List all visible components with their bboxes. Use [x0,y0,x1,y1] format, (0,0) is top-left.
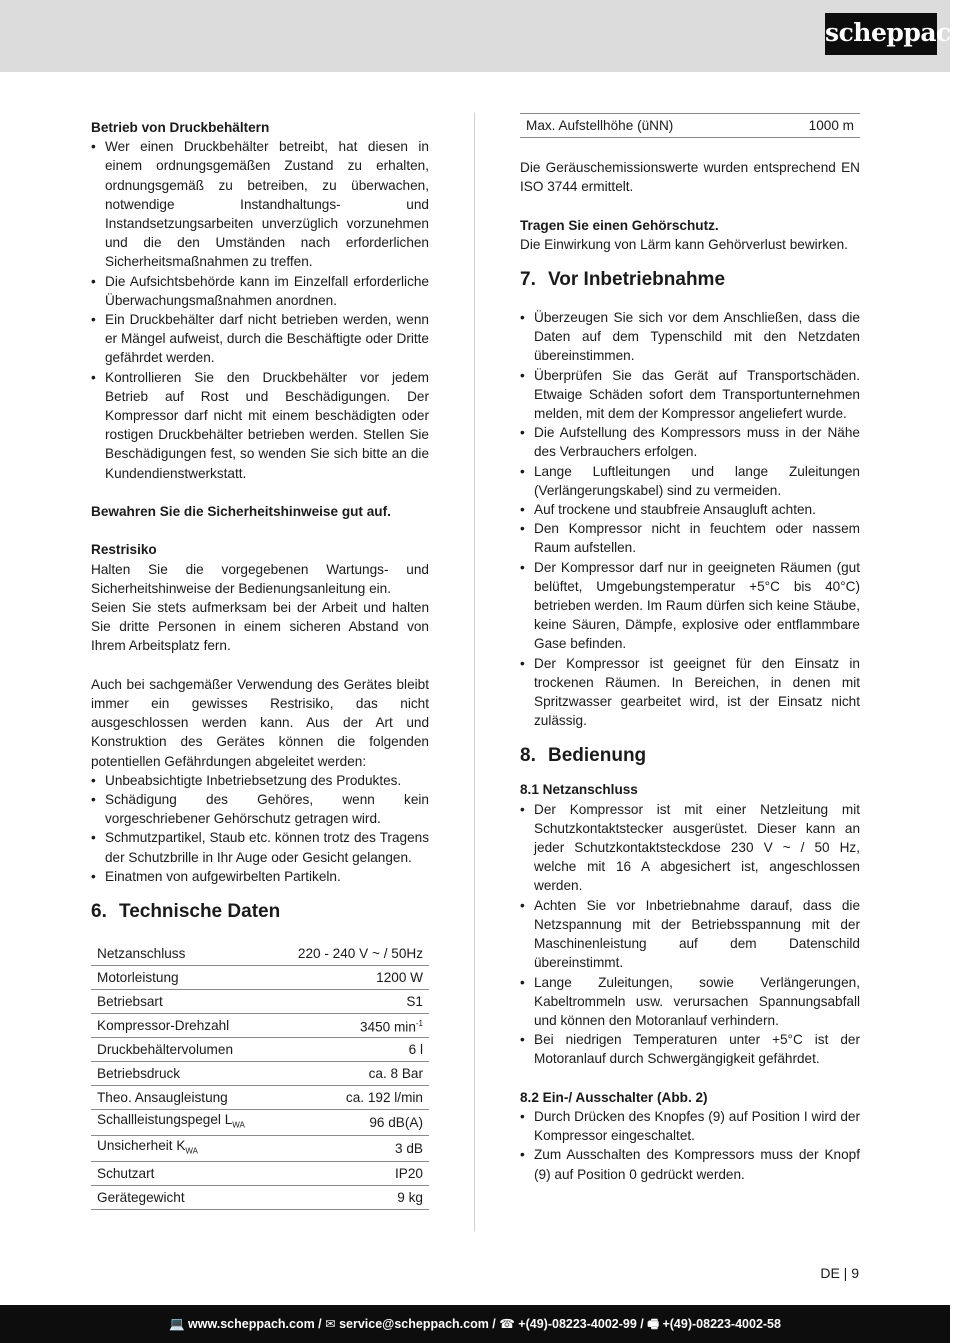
section-6-heading: 6. Technische Daten [91,901,281,923]
restrisiko-title: Restrisiko [91,542,157,558]
list-item: • Bei niedrigen Temperaturen unter +5°C ist der Motoranlauf durch Schwergängigkeit gefährdet. [520,1030,860,1068]
footer-contact-bar: 💻 www.scheppach.com / ✉ service@scheppach.com / ☎ +(49)-08223-4002-99 / 🖷 +(49)-08223-4002-58 [0,1305,950,1343]
restrisiko-text-3: Auch bei sachgemäßer Verwendung des Gerätes bleibt immer ein gewisses Restrisiko, das nicht ausgeschlossen werden kann. Aus der Art und Konstruktion des Gerätes können die folgenden potentiellen Gefährdungen abgeleitet werden: [91,676,429,769]
list-item: • Die Aufstellung des Kompressors muss in der Nähe des Verbrauchers erfolgen. [520,423,860,461]
table-row: Netzanschluss 220 - 240 V ~ / 50Hz [91,942,429,966]
restrisiko-text-2: Seien Sie stets aufmerksam bei der Arbeit und halten Sie dritte Personen in einem sicheren Abstand von Ihrem Arbeitsplatz fern. [91,600,429,654]
table-row: Schutzart IP20 [91,1161,429,1185]
druck-title: Betrieb von Druckbehältern [91,120,270,135]
table-row: Max. Aufstellhöhe (üNN) 1000 m [520,114,860,138]
list-item: • Einatmen von aufgewirbelten Partikeln. [91,867,429,886]
list-item: • Den Kompressor nicht in feuchtem oder nassem Raum aufstellen. [520,519,860,557]
tech-data-table [91,942,429,1210]
list-item: • Wer einen Druckbehälter betreibt, hat diesen in einem ordnungsgemäßen Zustand zu erhalten, ordnungsgemäß zu betreiben, zu überwachen, notwendige Instandhaltungs- und Instandsetzungsarbeiten unverzüglich vorzunehmen und die den Umständen nach erforderlichen Sicherheitsmaßnahmen zu treffen. [91,137,429,271]
list-item: • Lange Zuleitungen, sowie Verlängerungen, Kabeltrommeln usw. verursachen Spannungsabfall und können den Motoranlauf verhindern. [520,973,860,1031]
list-item: • Überprüfen Sie das Gerät auf Transportschäden. Etwaige Schäden sofort dem Transportunternehmen melden, mit dem der Kompressor angeliefert wurde. [520,366,860,424]
section-8-2-title: 8.2 Ein-/ Ausschalter (Abb. 2) [520,1089,708,1105]
restrisiko-list [91,771,429,886]
section-8-heading: 8. Bedienung [520,745,647,767]
list-item: • Ein Druckbehälter darf nicht betrieben werden, wenn er Mängel aufweist, durch die Beschäftigte oder Dritte gefährdet werden. [91,310,429,368]
section-8-1-title: 8.1 Netzanschluss [520,782,638,798]
table-row: Betriebsart S1 [91,990,429,1014]
table-row: Kompressor-Drehzahl 3450 $\min^{-1}$ [91,1014,429,1038]
header-bar [0,0,968,72]
hearing-text: Die Einwirkung von Lärm kann Gehörverlust bewirken. [520,236,848,252]
table-row: Unsicherheit $K_{WA}$ 3 dB [91,1136,429,1162]
list-item: • Die Aufsichtsbehörde kann im Einzelfall erforderliche Überwachungsmaßnahmen anordnen. [91,272,429,310]
list-item: • Der Kompressor ist geeignet für den Einsatz in trockenen Räumen. In Bereichen, in denen mit Spritzwasser gearbeitet wird, ist der Einsatz nicht zulässig. [520,654,860,731]
list-item: • Der Kompressor darf nur in geeigneten Räumen (gut belüftet, Umgebungstemperatur +5°C bis 40°C) betrieben werden. Im Raum dürfen sich keine Stäube, keine Säuren, Dämpfe, explosive oder entflammbare Gase befinden. [520,558,860,654]
list-item: • Lange Luftleitungen und lange Zuleitungen (Verlängerungskabel) sind zu vermeiden. [520,462,860,500]
section-7-list [520,308,860,730]
column-divider [474,113,475,1231]
table-row: Gerätegewicht 9 kg [91,1185,429,1209]
list-item: • Unbeabsichtigte Inbetriebsetzung des Produktes. [91,771,429,790]
table-row: Druckbehältervolumen 6 l [91,1038,429,1062]
scheppach-logo: scheppach [825,13,937,55]
druck-list [91,137,429,483]
keep-notice: Bewahren Sie die Sicherheitshinweise gut auf. [91,504,391,520]
list-item: • Durch Drücken des Knopfes (9) auf Position I wird der Kompressor eingeschaltet. [520,1107,860,1145]
left-column [91,118,429,1210]
list-item: • Auf trockene und staubfreie Ansaugluft achten. [520,500,860,519]
list-item: • Schädigung des Gehöres, wenn kein vorgeschriebener Gehörschutz getragen wird. [91,790,429,828]
section-8-2-list [520,1107,860,1184]
list-item: • Überzeugen Sie sich vor dem Anschließen, dass die Daten auf dem Typenschild mit den Netzdaten übereinstimmen. [520,308,860,366]
right-column [520,113,860,1184]
altitude-table [520,113,860,138]
list-item: • Der Kompressor ist mit einer Netzleitung mit Schutzkontaktstecker ausgerüstet. Dieser kann an jeder Schutzkontaktsteckdose 230 V ~ / 50 Hz, welche mit 16 A abgesichert ist, angeschlossen werden. [520,800,860,896]
table-row: Theo. Ansaugleistung ca. 192 l/min [91,1086,429,1110]
page-number: DE | 9 [820,1265,859,1281]
noise-note: Die Geräuschemissionswerte wurden entsprechend EN ISO 3744 ermittelt. [520,160,860,195]
list-item: • Schmutzpartikel, Staub etc. können trotz des Tragens der Schutzbrille in Ihr Auge oder Gesicht gelangen. [91,828,429,866]
section-8-1-list [520,800,860,1069]
list-item: • Kontrollieren Sie den Druckbehälter vor jedem Betrieb auf Rost und Beschädigungen. Der Kompressor darf nicht mit einem beschädigten oder rostigen Druckbehälter betrieben werden. Stellen Sie Beschädigungen fest, so wenden Sie sich bitte an die Kundendienstwerkstatt. [91,368,429,483]
table-row: Schallleistungspegel $L_{WA}$ 96 dB(A) [91,1110,429,1136]
table-row: Betriebsdruck ca. 8 Bar [91,1062,429,1086]
table-row: Motorleistung 1200 W [91,966,429,990]
section-7-heading: 7. Vor Inbetriebnahme [520,269,726,290]
hearing-title: Tragen Sie einen Gehörschutz. [520,217,719,233]
list-item: • Achten Sie vor Inbetriebnahme darauf, dass die Netzspannung mit der Betriebsspannung mit der Maschinenleistung auf dem Datenschild übereinstimmt. [520,896,860,973]
restrisiko-text-1: Halten Sie die vorgegebenen Wartungs- und Sicherheitshinweise der Bedienungsanleitung ein. [91,561,429,596]
list-item: • Zum Ausschalten des Kompressors muss der Knopf (9) auf Position 0 gedrückt werden. [520,1145,860,1183]
